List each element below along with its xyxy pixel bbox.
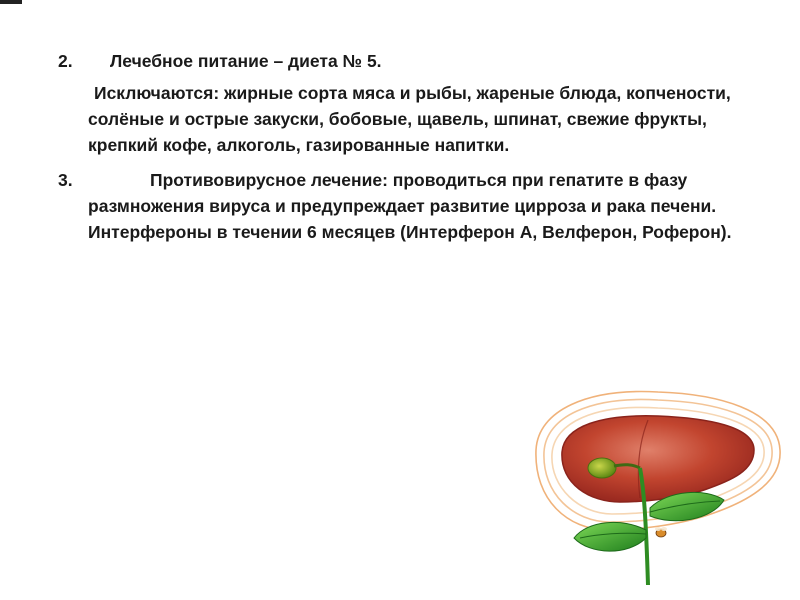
slide-content: [58, 48, 758, 245]
item-number-2: 2.: [58, 51, 73, 71]
accent-bar: [0, 0, 22, 4]
liver-with-plant-icon: [528, 380, 788, 590]
item-number-3: 3.: [58, 170, 73, 190]
list-item-3: [58, 167, 758, 245]
list-item-2: [58, 48, 758, 158]
liver-shape: [562, 416, 754, 502]
bee-icon: [655, 527, 667, 537]
diet-heading: Лечебное питание – диета № 5.: [110, 51, 382, 71]
antiviral-treatment-text: Противовирусное лечение: проводиться при гепатите в фазу размножения вируса и предупреждает развитие цирроза и рака печени. Интерфероны в течении 6 месяцев (Интерферон А, Велферон, Роферон).: [88, 170, 732, 242]
gallbladder-shape: [588, 458, 616, 478]
diet-exclusions-paragraph: Исключаются: жирные сорта мяса и рыбы, жареные блюда, копчености, солёные и острые закуски, бобовые, щавель, шпинат, свежие фрукты, крепкий кофе, алкоголь, газированные напитки.: [88, 83, 731, 155]
